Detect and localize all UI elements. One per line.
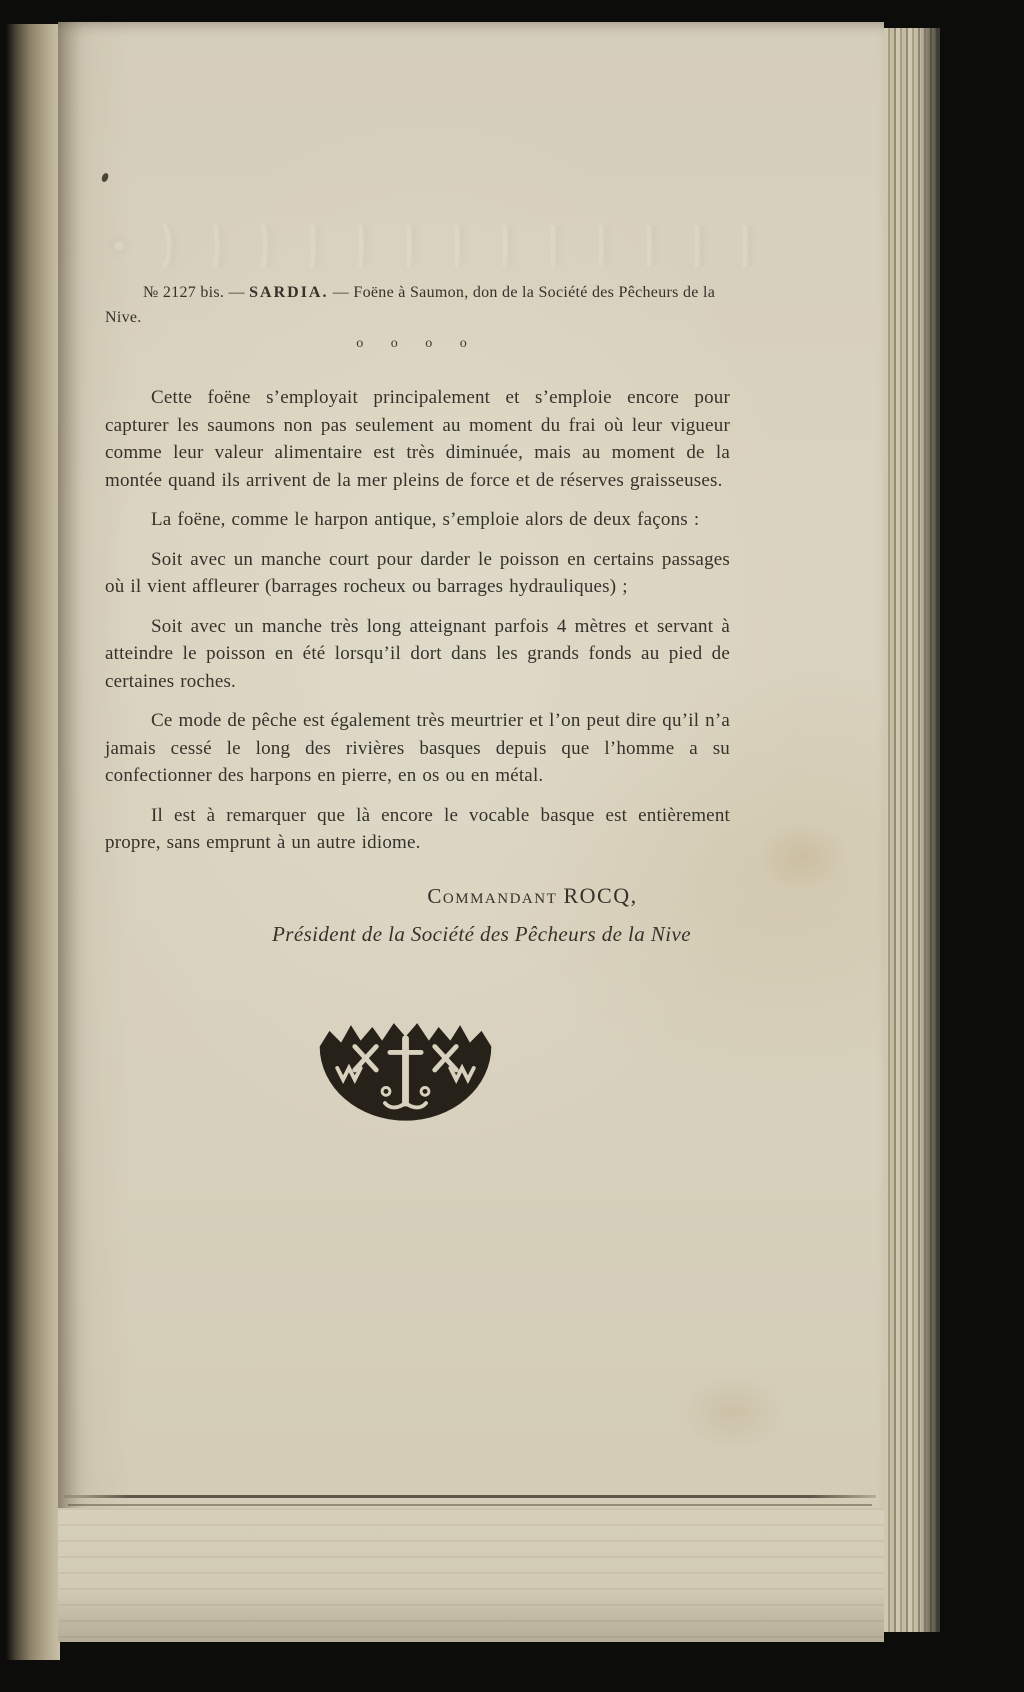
page-edge-stack-right (884, 28, 940, 1632)
object-title: SARDIA. (249, 284, 329, 301)
signature-block (105, 881, 730, 949)
underlying-pages-edge (58, 1508, 884, 1642)
catalog-number: № 2127 bis. — (143, 284, 250, 301)
body-paragraph: Soit avec un manche très long atteignant parfois 4 mètres et servant à atteindre le poisson en été lorsqu’il dort dans les grands fonds au pied de certaines roches. (105, 615, 730, 692)
body-paragraph: Il est à remarquer que là encore le vocable basque est entièrement propre, sans emprunt à un autre idiome. (105, 804, 730, 853)
basque-ornament-icon (308, 1013, 503, 1121)
foxing-stain (678, 1372, 788, 1452)
page-content (105, 22, 730, 1126)
object-description: — Foëne à Saumon, don de la Société des Pêcheurs de la Nive. (105, 284, 716, 326)
body-paragraph: Soit avec un manche court pour darder le poisson en certains passages où il vient affleurer (barrages rocheux ou barrages hydrauliques) ; (105, 548, 730, 597)
signature-surname: ROCQ, (563, 882, 638, 908)
page-bottom-edge-line (64, 1495, 876, 1498)
signature-name (220, 881, 845, 911)
body-paragraph: La foëne, comme le harpon antique, s’emploie alors de deux façons : (151, 509, 700, 530)
body-paragraph: Cette foëne s’employait principalement et s’emploie encore pour capturer les saumons non pas seulement au moment du frai où leur vigueur comme leur valeur alimentaire est très diminuée, mais au moment de la montée quand ils arrivent de la mer pleins de force et de réserves graisseuses. (105, 387, 730, 491)
signature-rank: Commandant (427, 883, 558, 908)
catalog-heading (105, 280, 730, 330)
book-page (58, 22, 884, 1642)
book-gutter (6, 24, 60, 1660)
body-paragraph: Ce mode de pêche est également très meurtrier et l’on peut dire qu’il n’a jamais cessé le long des rivières basques depuis que l’homme a su confectionner des harpons en pierre, en os ou en métal. (105, 710, 730, 786)
section-divider-ornament: o o o o (356, 336, 479, 351)
printer-ornament (93, 1013, 718, 1126)
page-bottom-edge-line-2 (68, 1504, 872, 1506)
signature-title: Président de la Société des Pêcheurs de la Nive (272, 921, 691, 946)
